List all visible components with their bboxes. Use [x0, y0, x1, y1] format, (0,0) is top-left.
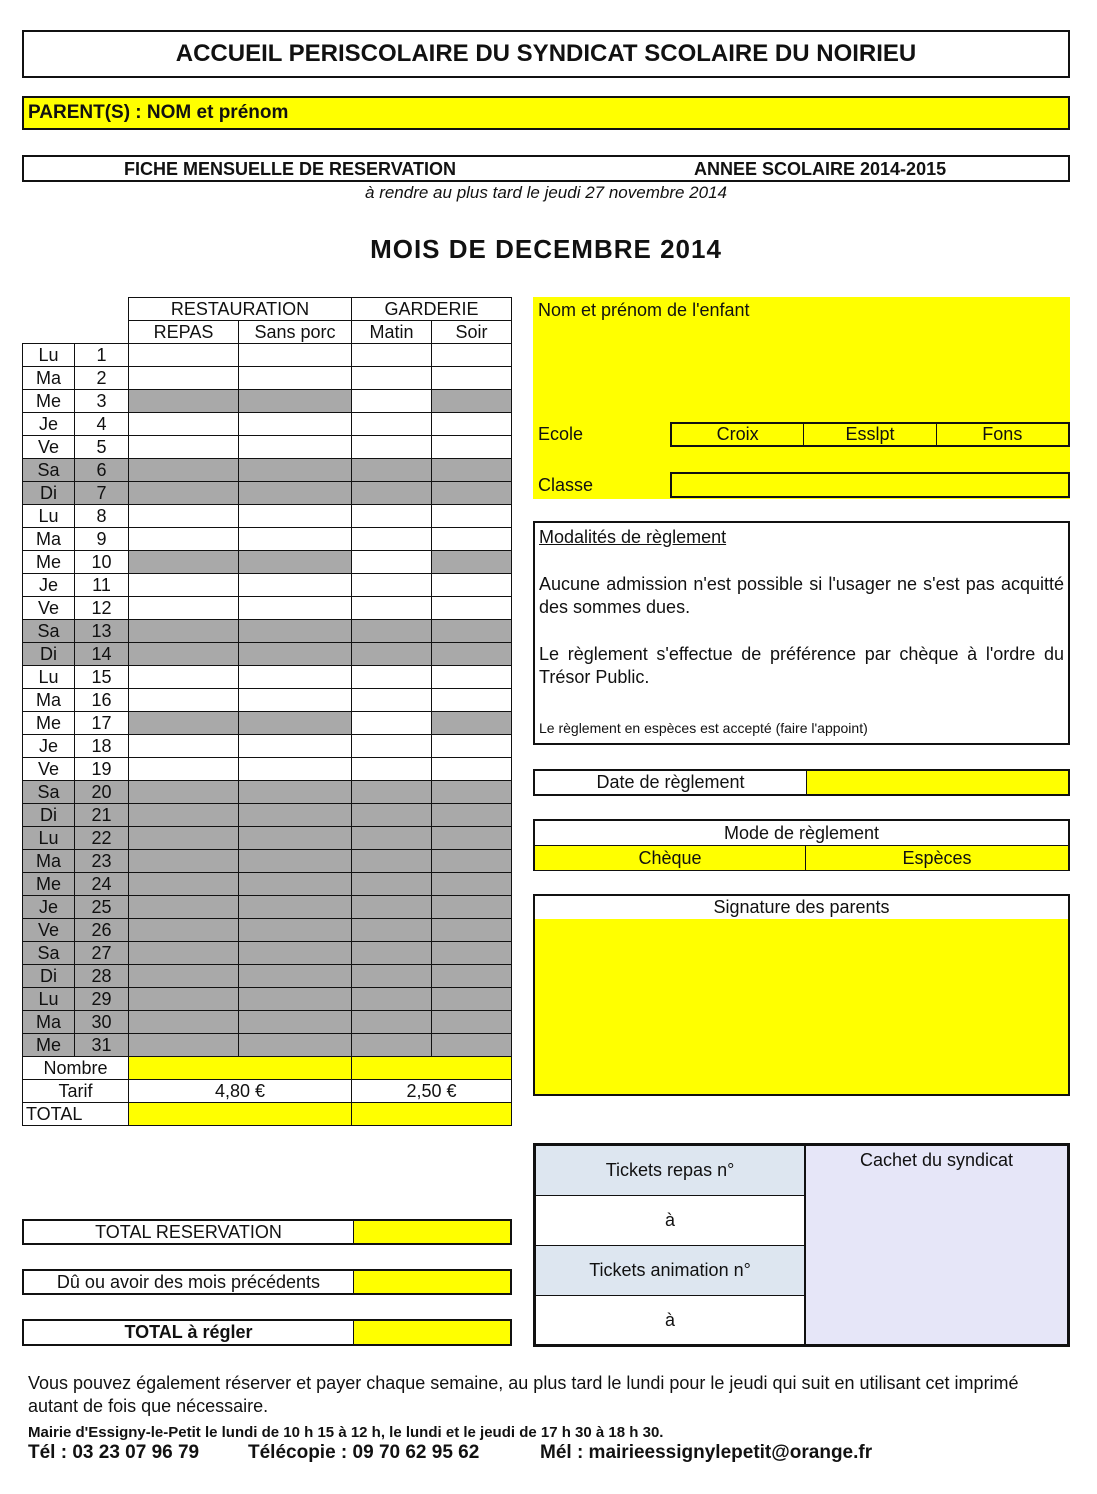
footer-mail: Mél : mairieessignylepetit@orange.fr [540, 1442, 873, 1463]
day-name: Sa [23, 620, 75, 643]
sans-cell [239, 459, 352, 482]
soir-cell[interactable] [432, 597, 512, 620]
sans-cell[interactable] [239, 528, 352, 551]
repas-cell [129, 942, 239, 965]
soir-cell[interactable] [432, 528, 512, 551]
repas-cell [129, 896, 239, 919]
day-name: Ma [23, 528, 75, 551]
mode-reglement-label: Mode de règlement [535, 821, 1068, 846]
matin-cell [352, 643, 432, 666]
sans-cell [239, 620, 352, 643]
day-number: 29 [75, 988, 129, 1011]
day-name: Ve [23, 919, 75, 942]
sans-cell [239, 873, 352, 896]
tickets-box [533, 1143, 1070, 1347]
sans-cell[interactable] [239, 505, 352, 528]
repas-cell [129, 965, 239, 988]
soir-cell [432, 1011, 512, 1034]
soir-cell[interactable] [432, 735, 512, 758]
matin-cell [352, 620, 432, 643]
repas-cell [129, 827, 239, 850]
day-name: Me [23, 551, 75, 574]
nombre-restauration-cell[interactable] [129, 1057, 352, 1080]
sans-cell [239, 482, 352, 505]
day-row [23, 459, 512, 482]
sans-cell[interactable] [239, 666, 352, 689]
day-name: Sa [23, 942, 75, 965]
day-row [23, 1034, 512, 1057]
day-row [23, 873, 512, 896]
soir-cell [432, 804, 512, 827]
sans-cell[interactable] [239, 367, 352, 390]
day-name: Ve [23, 758, 75, 781]
soir-cell [432, 1034, 512, 1057]
day-row [23, 735, 512, 758]
day-row [23, 850, 512, 873]
day-name: Ma [23, 1011, 75, 1034]
day-name: Me [23, 873, 75, 896]
sans-cell [239, 1034, 352, 1057]
day-row [23, 1011, 512, 1034]
cachet-label: Cachet du syndicat [859, 1150, 1014, 1170]
day-name: Sa [23, 781, 75, 804]
day-row [23, 758, 512, 781]
sans-cell [239, 850, 352, 873]
total-a-regler-field[interactable] [354, 1321, 510, 1344]
day-name: Ma [23, 367, 75, 390]
soir-cell [432, 827, 512, 850]
matin-cell[interactable] [352, 505, 432, 528]
parents-name-label: PARENT(S) : NOM et prénom [28, 102, 289, 123]
soir-cell [432, 942, 512, 965]
day-number: 3 [75, 390, 129, 413]
sans-cell[interactable] [239, 735, 352, 758]
soir-cell [432, 896, 512, 919]
repas-cell [129, 712, 239, 735]
day-name: Lu [23, 827, 75, 850]
matin-cell[interactable] [352, 689, 432, 712]
total-restauration-cell[interactable] [129, 1103, 352, 1126]
day-row [23, 896, 512, 919]
modalites-p1: Aucune admission n'est possible si l'usager ne s'est pas acquitté des sommes dues. [539, 574, 1064, 617]
footer-tel: Tél : 03 23 07 96 79 [28, 1442, 200, 1463]
month-title: MOIS DE DECEMBRE 2014 [370, 234, 722, 264]
matin-cell [352, 781, 432, 804]
day-number: 20 [75, 781, 129, 804]
cachet-area [806, 1146, 1067, 1344]
matin-cell[interactable] [352, 413, 432, 436]
repas-cell [129, 482, 239, 505]
day-row [23, 367, 512, 390]
soir-cell[interactable] [432, 666, 512, 689]
col-soir: Soir [432, 321, 512, 344]
repas-cell[interactable] [129, 666, 239, 689]
total-a-regler-row [22, 1319, 512, 1346]
day-row [23, 482, 512, 505]
day-row [23, 505, 512, 528]
day-number: 25 [75, 896, 129, 919]
day-row [23, 827, 512, 850]
fiche-header [22, 155, 1070, 182]
ecole-label: Ecole [538, 424, 584, 444]
matin-cell[interactable] [352, 597, 432, 620]
soir-cell [432, 390, 512, 413]
matin-cell[interactable] [352, 390, 432, 413]
day-rows [23, 344, 512, 1057]
soir-cell[interactable] [432, 367, 512, 390]
day-name: Lu [23, 505, 75, 528]
date-reglement-label: Date de règlement [535, 771, 807, 794]
soir-cell[interactable] [432, 574, 512, 597]
day-number: 27 [75, 942, 129, 965]
day-number: 18 [75, 735, 129, 758]
repas-cell [129, 873, 239, 896]
mode-reglement-box [533, 819, 1070, 871]
day-row [23, 436, 512, 459]
repas-cell [129, 643, 239, 666]
ecole-option-croix[interactable]: Croix [716, 424, 759, 444]
total-garderie-cell[interactable] [352, 1103, 512, 1126]
nombre-garderie-cell[interactable] [352, 1057, 512, 1080]
day-name: Lu [23, 344, 75, 367]
parents-name-field[interactable] [22, 96, 1070, 130]
repas-cell [129, 988, 239, 1011]
matin-cell [352, 942, 432, 965]
day-row [23, 919, 512, 942]
sans-cell [239, 804, 352, 827]
sans-cell [239, 827, 352, 850]
day-number: 17 [75, 712, 129, 735]
day-number: 21 [75, 804, 129, 827]
matin-cell [352, 804, 432, 827]
day-number: 16 [75, 689, 129, 712]
ecole-option-fons[interactable]: Fons [936, 424, 1068, 445]
day-name: Di [23, 643, 75, 666]
soir-cell [432, 643, 512, 666]
repas-cell [129, 781, 239, 804]
restauration-header: RESTAURATION [129, 298, 352, 321]
tickets-animation-a[interactable]: à [536, 1296, 806, 1344]
total-label: TOTAL [23, 1103, 129, 1126]
day-name: Me [23, 1034, 75, 1057]
day-row [23, 781, 512, 804]
day-number: 6 [75, 459, 129, 482]
soir-cell [432, 459, 512, 482]
reservation-table [22, 297, 512, 1126]
day-number: 10 [75, 551, 129, 574]
repas-cell[interactable] [129, 758, 239, 781]
day-name: Je [23, 574, 75, 597]
matin-cell[interactable] [352, 344, 432, 367]
day-number: 1 [75, 344, 129, 367]
ecole-options [670, 422, 1070, 447]
soir-cell[interactable] [432, 413, 512, 436]
signature-label: Signature des parents [713, 897, 890, 917]
day-number: 24 [75, 873, 129, 896]
matin-cell[interactable] [352, 367, 432, 390]
modalites-box [533, 521, 1070, 745]
du-avoir-row [22, 1269, 512, 1295]
day-row [23, 712, 512, 735]
matin-cell[interactable] [352, 528, 432, 551]
day-name: Je [23, 413, 75, 436]
du-avoir-label: Dû ou avoir des mois précédents [24, 1271, 354, 1293]
day-row [23, 988, 512, 1011]
sans-cell[interactable] [239, 597, 352, 620]
especes-option[interactable]: Espèces [806, 846, 1068, 870]
soir-cell [432, 482, 512, 505]
day-name: Ve [23, 436, 75, 459]
col-matin: Matin [352, 321, 432, 344]
sans-cell[interactable] [239, 413, 352, 436]
soir-cell[interactable] [432, 758, 512, 781]
ecole-option-esslpt[interactable]: Esslpt [803, 424, 935, 445]
repas-cell[interactable] [129, 735, 239, 758]
sans-cell [239, 390, 352, 413]
matin-cell[interactable] [352, 666, 432, 689]
day-number: 19 [75, 758, 129, 781]
col-sans-porc: Sans porc [239, 321, 352, 344]
soir-cell[interactable] [432, 436, 512, 459]
day-name: Je [23, 735, 75, 758]
repas-cell[interactable] [129, 436, 239, 459]
day-number: 11 [75, 574, 129, 597]
matin-cell[interactable] [352, 574, 432, 597]
soir-cell [432, 850, 512, 873]
day-number: 7 [75, 482, 129, 505]
day-row [23, 965, 512, 988]
repas-cell [129, 459, 239, 482]
day-number: 13 [75, 620, 129, 643]
tickets-repas-label: Tickets repas n° [536, 1146, 806, 1196]
matin-cell [352, 873, 432, 896]
sans-cell [239, 551, 352, 574]
total-reservation-label: TOTAL RESERVATION [24, 1221, 354, 1243]
day-row [23, 804, 512, 827]
repas-cell [129, 1011, 239, 1034]
child-name-label: Nom et prénom de l'enfant [538, 300, 750, 320]
matin-cell [352, 827, 432, 850]
modalites-title: Modalités de règlement [539, 527, 727, 547]
day-number: 12 [75, 597, 129, 620]
du-avoir-field[interactable] [354, 1271, 510, 1293]
day-name: Lu [23, 988, 75, 1011]
sans-cell [239, 643, 352, 666]
repas-cell [129, 850, 239, 873]
nombre-label: Nombre [23, 1057, 129, 1080]
fiche-label: FICHE MENSUELLE DE RESERVATION [124, 159, 457, 179]
total-reservation-row [22, 1219, 512, 1245]
day-name: Me [23, 712, 75, 735]
matin-cell[interactable] [352, 735, 432, 758]
soir-cell [432, 781, 512, 804]
soir-cell [432, 712, 512, 735]
day-name: Ma [23, 850, 75, 873]
sans-cell[interactable] [239, 758, 352, 781]
repas-cell[interactable] [129, 597, 239, 620]
matin-cell [352, 850, 432, 873]
date-reglement-row [533, 769, 1070, 796]
day-row [23, 942, 512, 965]
classe-field[interactable] [670, 472, 1070, 498]
matin-cell [352, 896, 432, 919]
sans-cell [239, 1011, 352, 1034]
matin-cell[interactable] [352, 758, 432, 781]
form-title: ACCUEIL PERISCOLAIRE DU SYNDICAT SCOLAIRE DU NOIRIEU [22, 30, 1070, 78]
soir-cell [432, 965, 512, 988]
sans-cell [239, 712, 352, 735]
day-row [23, 551, 512, 574]
sans-cell[interactable] [239, 344, 352, 367]
sans-cell [239, 965, 352, 988]
day-name: Lu [23, 666, 75, 689]
signature-box [533, 894, 1070, 1096]
day-number: 2 [75, 367, 129, 390]
day-row [23, 620, 512, 643]
tickets-repas-a[interactable]: à [536, 1196, 806, 1246]
repas-cell [129, 1034, 239, 1057]
total-reservation-field[interactable] [354, 1221, 510, 1243]
day-row [23, 390, 512, 413]
day-number: 26 [75, 919, 129, 942]
sans-cell [239, 942, 352, 965]
soir-cell [432, 919, 512, 942]
soir-cell[interactable] [432, 689, 512, 712]
day-row [23, 666, 512, 689]
day-row [23, 344, 512, 367]
date-reglement-field[interactable] [807, 771, 1068, 794]
day-name: Je [23, 896, 75, 919]
repas-cell [129, 551, 239, 574]
day-name: Sa [23, 459, 75, 482]
day-name: Di [23, 965, 75, 988]
day-row [23, 689, 512, 712]
sans-cell [239, 919, 352, 942]
day-row [23, 413, 512, 436]
signature-field[interactable] [535, 919, 1068, 1094]
soir-cell[interactable] [432, 505, 512, 528]
modalites-p3: Le règlement en espèces est accepté (faire l'appoint) [539, 720, 868, 736]
repas-cell[interactable] [129, 367, 239, 390]
repas-cell[interactable] [129, 413, 239, 436]
sans-cell[interactable] [239, 436, 352, 459]
tickets-animation-label: Tickets animation n° [536, 1246, 806, 1296]
soir-cell [432, 551, 512, 574]
sans-cell[interactable] [239, 689, 352, 712]
repas-cell[interactable] [129, 505, 239, 528]
matin-cell [352, 459, 432, 482]
tarif-label: Tarif [23, 1080, 129, 1103]
matin-cell [352, 1034, 432, 1057]
annee-label: ANNEE SCOLAIRE 2014-2015 [694, 159, 947, 179]
day-row [23, 574, 512, 597]
day-row [23, 643, 512, 666]
tarif-restauration: 4,80 € [129, 1080, 352, 1103]
matin-cell[interactable] [352, 712, 432, 735]
day-number: 15 [75, 666, 129, 689]
soir-cell [432, 620, 512, 643]
repas-cell[interactable] [129, 344, 239, 367]
footer-mairie: Mairie d'Essigny-le-Petit le lundi de 10 h 15 à 12 h, le lundi et le jeudi de 17 h 30 à 18 h 30. [28, 1424, 664, 1441]
matin-cell [352, 482, 432, 505]
day-number: 5 [75, 436, 129, 459]
day-number: 28 [75, 965, 129, 988]
soir-cell [432, 873, 512, 896]
matin-cell [352, 965, 432, 988]
soir-cell [432, 988, 512, 1011]
sans-cell [239, 781, 352, 804]
day-row [23, 597, 512, 620]
day-number: 31 [75, 1034, 129, 1057]
day-name: Me [23, 390, 75, 413]
sans-cell [239, 988, 352, 1011]
footer-info: Vous pouvez également réserver et payer chaque semaine, au plus tard le lundi pour le jeudi qui suit en utilisant cet imprimé autant de fois que nécessaire. [28, 1373, 1019, 1416]
matin-cell[interactable] [352, 551, 432, 574]
sans-cell [239, 896, 352, 919]
day-number: 23 [75, 850, 129, 873]
repas-cell [129, 620, 239, 643]
repas-cell [129, 919, 239, 942]
soir-cell[interactable] [432, 344, 512, 367]
day-number: 9 [75, 528, 129, 551]
deadline-text: à rendre au plus tard le jeudi 27 novembre 2014 [365, 183, 727, 202]
matin-cell [352, 919, 432, 942]
repas-cell[interactable] [129, 689, 239, 712]
matin-cell [352, 988, 432, 1011]
day-number: 4 [75, 413, 129, 436]
day-number: 30 [75, 1011, 129, 1034]
total-a-regler-label: TOTAL à régler [24, 1321, 354, 1344]
day-name: Ma [23, 689, 75, 712]
day-row [23, 528, 512, 551]
matin-cell[interactable] [352, 436, 432, 459]
footer-fax: Télécopie : 09 70 62 95 62 [248, 1442, 480, 1463]
tarif-garderie: 2,50 € [352, 1080, 512, 1103]
repas-cell[interactable] [129, 574, 239, 597]
sans-cell[interactable] [239, 574, 352, 597]
day-number: 8 [75, 505, 129, 528]
child-info-panel [533, 297, 1070, 499]
matin-cell [352, 1011, 432, 1034]
cheque-option[interactable]: Chèque [535, 846, 806, 870]
repas-cell[interactable] [129, 528, 239, 551]
day-name: Di [23, 482, 75, 505]
day-number: 14 [75, 643, 129, 666]
repas-cell [129, 804, 239, 827]
garderie-header: GARDERIE [352, 298, 512, 321]
day-name: Di [23, 804, 75, 827]
modalites-p2: Le règlement s'effectue de préférence par chèque à l'ordre du Trésor Public. [539, 644, 1064, 687]
day-number: 22 [75, 827, 129, 850]
repas-cell [129, 390, 239, 413]
col-repas: REPAS [129, 321, 239, 344]
classe-label: Classe [538, 475, 594, 495]
day-name: Ve [23, 597, 75, 620]
